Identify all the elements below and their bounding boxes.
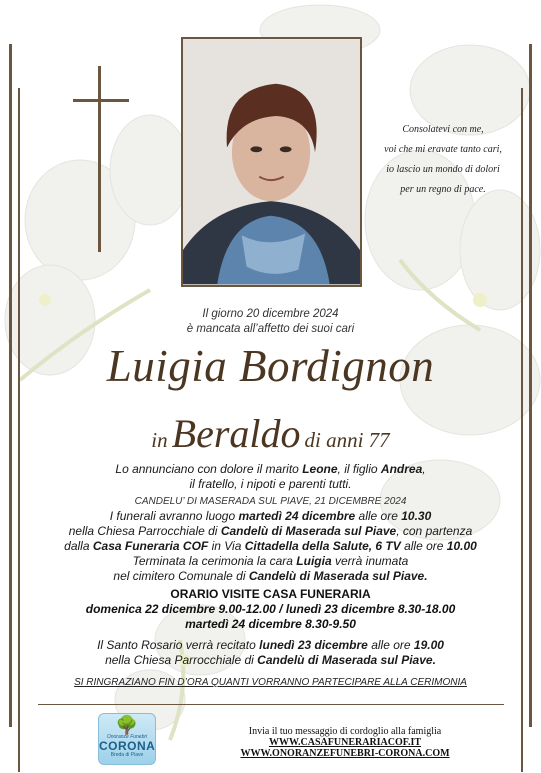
poem-line: io lascio un mondo di dolori [386, 164, 500, 175]
funeral-text: , con partenza [396, 524, 473, 538]
death-notice-intro [0, 307, 541, 337]
funeral-text: alle ore [355, 509, 402, 523]
deceased-name: Luigia Bordignon [106, 341, 435, 391]
announcement [0, 462, 541, 492]
intro-text: è mancata all’affetto dei suoi cari [186, 323, 355, 335]
cemetery-place: Candelù di Maserada sul Piave. [248, 569, 428, 583]
cross-icon-vertical [98, 66, 101, 252]
funeral-info [0, 509, 541, 584]
funeral-text: dalla [64, 539, 93, 553]
rosary-info [0, 638, 541, 668]
visiting-hours [0, 587, 541, 632]
link-onoranze-corona[interactable]: WWW.ONORANZEFUNEBRI-CORONA.COM [240, 748, 450, 759]
logo-line2: CORONA [99, 739, 156, 753]
age: di anni 77 [304, 428, 390, 452]
husband-name: Leone [302, 462, 338, 476]
footer [200, 726, 490, 759]
visiting-hours-title: ORARIO VISITE CASA FUNERARIA [170, 587, 371, 601]
announce-text: , il figlio [337, 462, 381, 476]
funeral-text: in Via [208, 539, 245, 553]
funeral-address: Cittadella della Salute, 6 TV [244, 539, 401, 553]
rosary-text: alle ore [367, 638, 414, 652]
funeral-time: 10.30 [401, 509, 432, 523]
funeral-text: nella Chiesa Parrocchiale di [68, 524, 221, 538]
rosary-date: lunedì 23 dicembre [259, 638, 368, 652]
funeral-text: alle ore [400, 539, 447, 553]
poem [360, 120, 526, 200]
link-casafuneraria[interactable]: WWW.CASAFUNERARIACOF.IT [268, 737, 422, 748]
footer-divider [38, 704, 504, 705]
rosary-text: nella Chiesa Parrocchiale di [105, 653, 258, 667]
funeral-date: martedì 24 dicembre [238, 509, 356, 523]
departure-time: 10.00 [446, 539, 477, 553]
announce-text: Lo annunciano con dolore il marito [115, 462, 303, 476]
poem-line: voi che mi eravate tanto cari, [384, 144, 502, 155]
poem-line: per un regno di pace. [400, 184, 486, 195]
rosary-church: Candelù di Maserada sul Piave. [257, 653, 436, 667]
rosary-text: Il Santo Rosario verrà recitato [97, 638, 260, 652]
footer-message: Invia il tuo messaggio di cordoglio alla famiglia [248, 726, 442, 737]
announce-line2: il fratello, i nipoti e parenti tutti. [189, 477, 352, 491]
tree-icon: 🌳 [115, 715, 139, 735]
funeral-text: nel cimitero Comunale di [113, 569, 249, 583]
funeral-text: verrà inumata [331, 554, 409, 568]
logo-line1: Onoranze Funebri [106, 734, 148, 740]
place-date: CANDELU’ DI MASERADA SUL PIAVE, 21 DICEMBRE 2024 [134, 496, 407, 507]
visiting-hours-line: martedì 24 dicembre 8.30-9.50 [185, 617, 356, 631]
married-surname: Beraldo [171, 411, 301, 456]
portrait-photo [181, 37, 362, 287]
deceased-first-name: Luigia [296, 554, 332, 568]
thanks-note: SI RINGRAZIANO FIN D’ORA QUANTI VORRANNO PARTECIPARE ALLA CERIMONIA [74, 677, 467, 688]
funeral-home-logo [98, 713, 156, 765]
son-name: Andrea [380, 462, 423, 476]
portrait-image [183, 39, 360, 285]
visiting-hours-line: domenica 22 dicembre 9.00-12.00 / lunedì 23 dicembre 8.30-18.00 [85, 602, 456, 616]
announce-text: , [422, 462, 426, 476]
funeral-church: Candelù di Maserada sul Piave [220, 524, 397, 538]
cross-icon-horizontal [73, 99, 129, 102]
intro-date: Il giorno 20 dicembre 2024 [202, 308, 339, 320]
married-name [0, 410, 541, 457]
funeral-text: Terminata la cerimonia la cara [132, 554, 297, 568]
funeral-text: I funerali avranno luogo [109, 509, 239, 523]
poem-line: Consolatevi con me, [402, 124, 484, 135]
married-prefix: in [151, 428, 168, 452]
funeral-home: Casa Funeraria COF [92, 539, 209, 553]
rosary-time: 19.00 [413, 638, 444, 652]
logo-line3: Breda di Piave [110, 752, 144, 758]
